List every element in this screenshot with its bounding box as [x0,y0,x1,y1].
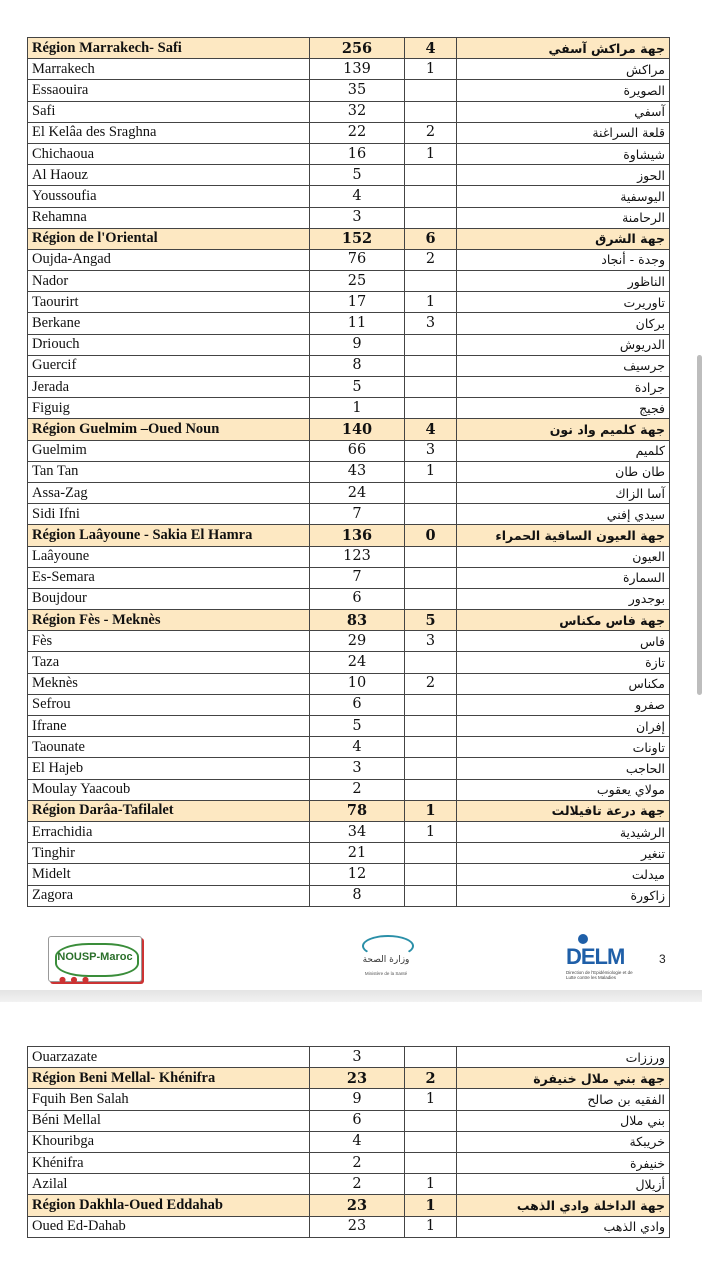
deaths-cell [405,207,457,228]
arabic-name-cell: العيون [457,546,670,567]
province-row [28,737,670,758]
arabic-name-cell: جرسيف [457,355,670,376]
province-row [28,546,670,567]
region-row [28,610,670,631]
deaths-cell [405,588,457,609]
cases-cell: 23 [310,1216,405,1237]
arabic-name-cell: وجدة - أنجاد [457,249,670,270]
arabic-name-cell: كلميم [457,440,670,461]
name-cell: Boujdour [28,588,310,609]
arabic-name-cell: جهة كلميم واد نون [457,419,670,440]
arabic-name-cell: الرحامنة [457,207,670,228]
page-separator [0,990,702,1002]
cases-cell: 140 [310,419,405,440]
arabic-name-cell: تاوريرت [457,292,670,313]
region-row [28,38,670,59]
cases-cell: 23 [310,1195,405,1216]
arabic-name-cell: جرادة [457,377,670,398]
deaths-cell: 2 [405,1068,457,1089]
cases-cell: 17 [310,292,405,313]
arabic-name-cell: جهة الداخلة وادي الذهب [457,1195,670,1216]
deaths-cell: 3 [405,631,457,652]
cases-cell: 5 [310,716,405,737]
arabic-name-cell: السمارة [457,567,670,588]
name-cell: Ouarzazate [28,1047,310,1068]
name-cell: Rehamna [28,207,310,228]
cases-cell: 2 [310,1152,405,1173]
name-cell: Figuig [28,398,310,419]
name-cell: Nador [28,271,310,292]
name-cell: Zagora [28,885,310,906]
name-cell: Tan Tan [28,461,310,482]
province-row [28,631,670,652]
province-row [28,694,670,715]
cases-cell: 7 [310,504,405,525]
deaths-cell: 1 [405,1216,457,1237]
province-row [28,779,670,800]
deaths-cell [405,567,457,588]
delm-dot-icon [578,934,588,944]
province-row [28,1110,670,1131]
deaths-cell: 1 [405,821,457,842]
arabic-name-cell: اليوسفية [457,186,670,207]
cases-cell: 3 [310,1047,405,1068]
deaths-cell: 0 [405,525,457,546]
arabic-name-cell: سيدي إفني [457,504,670,525]
deaths-cell [405,843,457,864]
cases-cell: 4 [310,737,405,758]
province-row [28,80,670,101]
deaths-cell [405,377,457,398]
province-row [28,355,670,376]
name-cell: Région Fès - Meknès [28,610,310,631]
deaths-cell: 1 [405,800,457,821]
cases-cell: 136 [310,525,405,546]
cases-table-page-1 [27,37,670,907]
arabic-name-cell: ورززات [457,1047,670,1068]
name-cell: Laâyoune [28,546,310,567]
cases-cell: 22 [310,122,405,143]
province-row [28,652,670,673]
deaths-cell [405,885,457,906]
delm-logo-sub: Direction de l'Epidémiologie et de Lutte contre les Maladies [566,970,633,980]
name-cell: Tinghir [28,843,310,864]
deaths-cell: 6 [405,228,457,249]
province-row [28,165,670,186]
province-row [28,292,670,313]
arabic-name-cell: الناظور [457,271,670,292]
province-row [28,122,670,143]
deaths-cell: 4 [405,419,457,440]
deaths-cell: 2 [405,249,457,270]
deaths-cell [405,1131,457,1152]
arabic-name-cell: قلعة السراغنة [457,122,670,143]
ministry-logo-name: وزارة الصحة [362,955,410,965]
cases-cell: 6 [310,1110,405,1131]
ministry-emblem-icon [362,935,414,957]
scrollbar[interactable] [697,355,702,695]
deaths-cell: 4 [405,38,457,59]
arabic-name-cell: جهة فاس مكناس [457,610,670,631]
name-cell: Chichaoua [28,143,310,164]
arabic-name-cell: الصويرة [457,80,670,101]
province-row [28,673,670,694]
arabic-name-cell: جهة العيون الساقية الحمراء [457,525,670,546]
arabic-name-cell: فجيج [457,398,670,419]
name-cell: Essaouira [28,80,310,101]
deaths-cell [405,398,457,419]
deaths-cell [405,101,457,122]
arabic-name-cell: آسا الزاك [457,482,670,503]
cases-cell: 9 [310,1089,405,1110]
province-row [28,864,670,885]
province-row [28,313,670,334]
ministry-logo-sub: Ministère de la Santé [364,971,408,976]
arabic-name-cell: بوجدور [457,588,670,609]
deaths-cell: 3 [405,313,457,334]
region-row [28,800,670,821]
province-row [28,588,670,609]
arabic-name-cell: جهة درعة تافيلالت [457,800,670,821]
region-row [28,228,670,249]
province-row [28,1131,670,1152]
cases-cell: 25 [310,271,405,292]
province-row [28,207,670,228]
cases-cell: 2 [310,1174,405,1195]
province-row [28,567,670,588]
region-row [28,419,670,440]
cases-cell: 7 [310,567,405,588]
province-row [28,440,670,461]
province-row [28,504,670,525]
nousp-logo-text: NOUSP-Maroc [57,951,133,963]
arabic-name-cell: مولاي يعقوب [457,779,670,800]
name-cell: Fès [28,631,310,652]
deaths-cell: 1 [405,1174,457,1195]
cases-cell: 8 [310,355,405,376]
name-cell: Azilal [28,1174,310,1195]
cases-cell: 16 [310,143,405,164]
cases-cell: 66 [310,440,405,461]
arabic-name-cell: شيشاوة [457,143,670,164]
deaths-cell [405,334,457,355]
deaths-cell: 1 [405,1195,457,1216]
cases-cell: 1 [310,398,405,419]
deaths-cell [405,80,457,101]
name-cell: Al Haouz [28,165,310,186]
arabic-name-cell: جهة بني ملال خنيفرة [457,1068,670,1089]
cases-cell: 2 [310,779,405,800]
cases-cell: 4 [310,1131,405,1152]
name-cell: Khénifra [28,1152,310,1173]
arabic-name-cell: الحوز [457,165,670,186]
cases-cell: 24 [310,652,405,673]
cases-cell: 139 [310,59,405,80]
cases-cell: 6 [310,588,405,609]
cases-cell: 34 [310,821,405,842]
cases-cell: 76 [310,249,405,270]
deaths-cell: 1 [405,59,457,80]
deaths-cell [405,355,457,376]
name-cell: Ifrane [28,716,310,737]
arabic-name-cell: صفرو [457,694,670,715]
name-cell: Béni Mellal [28,1110,310,1131]
arabic-name-cell: إفران [457,716,670,737]
name-cell: Région de l'Oriental [28,228,310,249]
arabic-name-cell: مراكش [457,59,670,80]
province-row [28,1152,670,1173]
table-body [28,1047,670,1238]
cases-cell: 35 [310,80,405,101]
province-row [28,186,670,207]
cases-cell: 32 [310,101,405,122]
logo-dots-icon: ● ● ● [59,975,91,984]
arabic-name-cell: جهة الشرق [457,228,670,249]
province-row [28,821,670,842]
name-cell: Jerada [28,377,310,398]
cases-cell: 12 [310,864,405,885]
arabic-name-cell: تنغير [457,843,670,864]
name-cell: El Kelâa des Sraghna [28,122,310,143]
page-footer [0,928,702,983]
province-row [28,143,670,164]
arabic-name-cell: تازة [457,652,670,673]
cases-cell: 43 [310,461,405,482]
name-cell: Berkane [28,313,310,334]
deaths-cell [405,694,457,715]
cases-cell: 256 [310,38,405,59]
ministry-logo [356,933,416,979]
deaths-cell [405,165,457,186]
name-cell: Midelt [28,864,310,885]
arabic-name-cell: أزيلال [457,1174,670,1195]
document-page-2 [0,1002,702,1280]
province-row [28,1174,670,1195]
arabic-name-cell: وادي الذهب [457,1216,670,1237]
name-cell: Taza [28,652,310,673]
deaths-cell [405,546,457,567]
arabic-name-cell: مكناس [457,673,670,694]
name-cell: Youssoufia [28,186,310,207]
cases-cell: 5 [310,165,405,186]
arabic-name-cell: آسفي [457,101,670,122]
cases-cell: 9 [310,334,405,355]
deaths-cell [405,758,457,779]
province-row [28,249,670,270]
name-cell: Région Beni Mellal- Khénifra [28,1068,310,1089]
cases-cell: 24 [310,482,405,503]
name-cell: Guelmim [28,440,310,461]
province-row [28,716,670,737]
deaths-cell [405,864,457,885]
name-cell: Région Guelmim –Oued Noun [28,419,310,440]
name-cell: Errachidia [28,821,310,842]
deaths-cell: 1 [405,461,457,482]
delm-logo-name: DELM [566,944,625,969]
cases-cell: 152 [310,228,405,249]
deaths-cell [405,1152,457,1173]
cases-cell: 6 [310,694,405,715]
deaths-cell: 1 [405,292,457,313]
cases-cell: 10 [310,673,405,694]
arabic-name-cell: تاونات [457,737,670,758]
deaths-cell [405,779,457,800]
deaths-cell [405,271,457,292]
deaths-cell [405,482,457,503]
name-cell: Région Darâa-Tafilalet [28,800,310,821]
arabic-name-cell: بركان [457,313,670,334]
name-cell: Région Marrakech- Safi [28,38,310,59]
cases-cell: 78 [310,800,405,821]
name-cell: Fquih Ben Salah [28,1089,310,1110]
cases-cell: 123 [310,546,405,567]
page-number: 3 [659,952,666,966]
cases-cell: 4 [310,186,405,207]
arabic-name-cell: فاس [457,631,670,652]
cases-cell: 83 [310,610,405,631]
cases-cell: 3 [310,207,405,228]
name-cell: Meknès [28,673,310,694]
table-body [28,38,670,907]
province-row [28,1216,670,1237]
arabic-name-cell: خريبكة [457,1131,670,1152]
province-row [28,885,670,906]
province-row [28,843,670,864]
province-row [28,101,670,122]
cases-cell: 29 [310,631,405,652]
cases-cell: 3 [310,758,405,779]
arabic-name-cell: زاكورة [457,885,670,906]
province-row [28,1089,670,1110]
name-cell: Driouch [28,334,310,355]
arabic-name-cell: ميدلت [457,864,670,885]
name-cell: Oujda-Angad [28,249,310,270]
deaths-cell: 1 [405,143,457,164]
region-row [28,1195,670,1216]
cases-cell: 8 [310,885,405,906]
arabic-name-cell: خنيفرة [457,1152,670,1173]
deaths-cell: 5 [405,610,457,631]
arabic-name-cell: الفقيه بن صالح [457,1089,670,1110]
deaths-cell [405,652,457,673]
name-cell: Moulay Yaacoub [28,779,310,800]
deaths-cell: 1 [405,1089,457,1110]
name-cell: Guercif [28,355,310,376]
name-cell: Région Dakhla-Oued Eddahab [28,1195,310,1216]
cases-table-page-2 [27,1046,670,1238]
arabic-name-cell: الرشيدية [457,821,670,842]
deaths-cell [405,737,457,758]
province-row [28,758,670,779]
name-cell: Taourirt [28,292,310,313]
province-row [28,398,670,419]
province-row [28,271,670,292]
deaths-cell: 2 [405,122,457,143]
name-cell: Assa-Zag [28,482,310,503]
deaths-cell [405,716,457,737]
cases-cell: 11 [310,313,405,334]
name-cell: Région Laâyoune - Sakia El Hamra [28,525,310,546]
region-row [28,1068,670,1089]
province-row [28,334,670,355]
arabic-name-cell: الدريوش [457,334,670,355]
province-row [28,482,670,503]
delm-logo [566,934,638,982]
name-cell: Sidi Ifni [28,504,310,525]
name-cell: El Hajeb [28,758,310,779]
arabic-name-cell: بني ملال [457,1110,670,1131]
name-cell: Oued Ed-Dahab [28,1216,310,1237]
cases-cell: 23 [310,1068,405,1089]
deaths-cell: 3 [405,440,457,461]
arabic-name-cell: الحاجب [457,758,670,779]
region-row [28,525,670,546]
deaths-cell [405,504,457,525]
deaths-cell [405,1047,457,1068]
cases-cell: 21 [310,843,405,864]
name-cell: Khouribga [28,1131,310,1152]
province-row [28,461,670,482]
deaths-cell [405,186,457,207]
province-row [28,1047,670,1068]
name-cell: Taounate [28,737,310,758]
name-cell: Es-Semara [28,567,310,588]
cases-cell: 5 [310,377,405,398]
arabic-name-cell: جهة مراكش آسفي [457,38,670,59]
nousp-logo [48,936,142,982]
province-row [28,59,670,80]
province-row [28,377,670,398]
name-cell: Sefrou [28,694,310,715]
deaths-cell [405,1110,457,1131]
deaths-cell: 2 [405,673,457,694]
name-cell: Marrakech [28,59,310,80]
arabic-name-cell: طان طان [457,461,670,482]
name-cell: Safi [28,101,310,122]
